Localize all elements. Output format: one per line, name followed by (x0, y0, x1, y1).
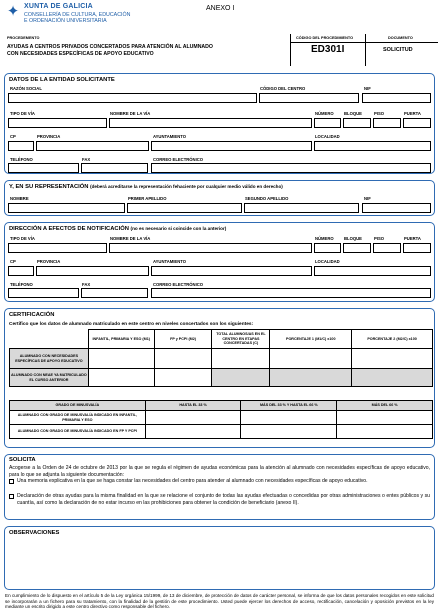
header-divider (290, 42, 438, 43)
n-nombre-via-field[interactable] (109, 243, 312, 253)
n-piso-label: PISO (374, 236, 385, 241)
request-section-title: SOLICITA (9, 457, 36, 463)
row-header: ALUMNADO CON NEAE YA MATRICULADO EL CURSO ANTERIOR (10, 369, 89, 387)
codigo-centro-field[interactable] (259, 93, 359, 103)
nombre-label: NOMBRE (10, 196, 29, 201)
table-cell-input[interactable] (241, 411, 337, 425)
n-telefono-label: TELÉFONO (10, 282, 33, 287)
col-header: MÁS DEL 33 % Y HASTA EL 66 % (241, 401, 337, 411)
table-cell-input[interactable] (270, 349, 352, 369)
col-header: HASTA EL 33 % (145, 401, 241, 411)
n-nombre-via-label: NOMBRE DE LA VÍA (110, 236, 151, 241)
provincia-field[interactable] (36, 141, 149, 151)
col-header: FP y PCPI (M2) (154, 330, 212, 349)
entity-section-title: DATOS DE LA ENTIDAD SOLICITANTE (9, 77, 115, 83)
data-protection-notice: En cumplimiento de lo dispuesto en el artículo 5 de la Ley orgánica 15/1999, de 13 de diciembre, de protección de datos de carácter personal, se informa de que los datos personales recogidos en este solicitud se incorporarán a un fichero para su tratamiento, con la finalidad de la gestión de este procedimiento. Usted puede ejercer los derechos de acceso, rectificación, cancelación y oposición previstos en la ley mediante un escrito dirigido a este centro directivo como responsable del fichero. (5, 593, 434, 610)
razon-social-label: RAZÓN SOCIAL (10, 86, 42, 91)
code-label: CÓDIGO DEL PROCEDIMIENTO (296, 36, 354, 40)
table-cell-input[interactable] (154, 349, 212, 369)
row-header: ALUMNADO CON GRADO DE MINUSVALÍA INDICADO EN FP Y PCPI (10, 425, 146, 439)
nif-field[interactable] (362, 93, 431, 103)
memoria-checkbox[interactable] (9, 479, 14, 484)
primer-apellido-field[interactable] (127, 203, 242, 213)
telefono-label: TELÉFONO (10, 157, 33, 162)
ayuntamiento-label: AYUNTAMIENTO (153, 134, 186, 139)
segundo-apellido-label: SEGUNDO APELLIDO (245, 196, 289, 201)
n-telefono-field[interactable] (8, 288, 79, 298)
table-cell-input[interactable] (241, 425, 337, 439)
table-corner (10, 330, 89, 349)
col-header: TOTAL ALUMNOS/AS EN EL CENTRO EN ETAPAS CONCERTADAS (C) (212, 330, 270, 349)
table-row (10, 425, 433, 439)
n-piso-field[interactable] (373, 243, 401, 253)
n-cp-label: CP (10, 259, 16, 264)
n-provincia-field[interactable] (36, 266, 149, 276)
table-cell-input[interactable] (145, 425, 241, 439)
numero-label: NÚMERO (315, 111, 334, 116)
n-fax-label: FAX (82, 282, 91, 287)
certification-section-title: CERTIFICACIÓN (9, 312, 55, 318)
table-cell-input[interactable] (212, 349, 270, 369)
table-cell-input[interactable] (337, 411, 433, 425)
xunta-logo-icon: ✦ (6, 3, 20, 20)
n-provincia-label: PROVINCIA (37, 259, 61, 264)
localidad-field[interactable] (314, 141, 431, 151)
correo-field[interactable] (151, 163, 431, 173)
table-row (10, 369, 433, 387)
n-cp-field[interactable] (8, 266, 34, 276)
cp-field[interactable] (8, 141, 34, 151)
cp-label: CP (10, 134, 16, 139)
memoria-option-text: Una memoria explicativa en la que se haga constar las necesidades del centro para atender al alumnado con necesidades específicas de apoyo educativo. (17, 478, 368, 484)
rep-nif-field[interactable] (362, 203, 431, 213)
row-header: ALUMNADO CON NECESIDADES ESPECÍFICAS DE APOYO EDUCATIVO (10, 349, 89, 369)
telefono-field[interactable] (8, 163, 79, 173)
ayuntamiento-field[interactable] (151, 141, 312, 151)
table-cell-disabled (212, 369, 270, 387)
row-header: ALUMNADO CON GRADO DE MINUSVALÍA INDICADO EN INFANTIL, PRIMARIA Y ESO (10, 411, 146, 425)
nif-label: NIF (364, 86, 371, 91)
disability-table (9, 400, 433, 439)
fax-field[interactable] (81, 163, 148, 173)
n-localidad-label: LOCALIDAD (315, 259, 340, 264)
provincia-label: PROVINCIA (37, 134, 61, 139)
puerta-field[interactable] (403, 118, 431, 128)
table-cell-disabled (270, 369, 352, 387)
col-header: PORCENTAJE 1 (M1/C) x100 (270, 330, 352, 349)
certification-intro: Certifico que los datos de alumnado matriculado en este centro en niveles concertados son los siguientes: (9, 322, 254, 327)
n-bloque-label: BLOQUE (344, 236, 362, 241)
n-puerta-field[interactable] (403, 243, 431, 253)
n-ayuntamiento-label: AYUNTAMIENTO (153, 259, 186, 264)
piso-label: PISO (374, 111, 385, 116)
table-row (10, 411, 433, 425)
procedure-label: PROCEDEMENTO (7, 36, 40, 40)
fax-label: FAX (82, 157, 91, 162)
n-puerta-label: PUERTA (404, 236, 421, 241)
procedure-title: AYUDAS A CENTROS PRIVADOS CONCERTADOS PARA ATENCIÓN AL ALUMNADO CON NECESIDADES ESPECÍFICAS DE APOYO EDUCATIVO (7, 44, 213, 57)
bloque-field[interactable] (343, 118, 371, 128)
n-bloque-field[interactable] (343, 243, 371, 253)
n-localidad-field[interactable] (314, 266, 431, 276)
annex-label: ANEXO I (206, 5, 235, 12)
observations-section-title: OBSERVACIONES (9, 530, 60, 536)
observations-section[interactable] (4, 526, 435, 590)
table-row (10, 349, 433, 369)
col-header: PORCENTAJE 2 (M2/C) x100 (352, 330, 433, 349)
nombre-via-label: NOMBRE DE LA VÍA (110, 111, 151, 116)
n-numero-label: NÚMERO (315, 236, 334, 241)
table-cell-disabled (352, 369, 433, 387)
document-label: DOCUMENTO (388, 36, 413, 40)
codigo-centro-label: CÓDIGO DEL CENTRO (260, 86, 306, 91)
n-tipo-via-label: TIPO DE VÍA (10, 236, 35, 241)
numero-field[interactable] (314, 118, 341, 128)
col-header: MÁS DEL 66 % (337, 401, 433, 411)
razon-social-field[interactable] (8, 93, 257, 103)
n-correo-label: CORREO ELECTRÓNICO (153, 282, 204, 287)
correo-label: CORREO ELECTRÓNICO (153, 157, 204, 162)
n-fax-field[interactable] (81, 288, 148, 298)
segundo-apellido-field[interactable] (244, 203, 359, 213)
n-correo-field[interactable] (151, 288, 431, 298)
table-cell-input[interactable] (337, 425, 433, 439)
n-ayuntamiento-field[interactable] (151, 266, 312, 276)
request-section (4, 454, 435, 520)
rep-nif-label: NIF (364, 196, 371, 201)
puerta-label: PUERTA (404, 111, 421, 116)
representative-section-title: Y, EN SU REPRESENTACIÓN (deberá acreditarse la representación fehaciente por cualquier medio válido en derecho) (9, 184, 283, 190)
col-header: INFANTIL, PRIMARIA Y ESO (M1) (88, 330, 154, 349)
table-cell-input[interactable] (88, 349, 154, 369)
n-tipo-via-field[interactable] (8, 243, 107, 253)
notification-section-title: DIRECCIÓN A EFECTOS DE NOTIFICACIÓN (no es necesario si coincide con la anterior) (9, 226, 227, 232)
tipo-via-label: TIPO DE VÍA (10, 111, 35, 116)
declaracion-checkbox[interactable] (9, 494, 14, 499)
org-line-2: E ORDENACIÓN UNIVERSITARIA (24, 18, 107, 24)
col-header: GRADO DE MINUSVALÍA (10, 401, 146, 411)
bloque-label: BLOQUE (344, 111, 362, 116)
document-type: SOLICITUD (383, 47, 413, 53)
org-line-1: CONSELLERÍA DE CULTURA, EDUCACIÓN (24, 12, 131, 18)
table-cell-input[interactable] (145, 411, 241, 425)
students-table (9, 329, 433, 387)
primer-apellido-label: PRIMER APELLIDO (128, 196, 167, 201)
nombre-via-field[interactable] (109, 118, 312, 128)
table-cell-input[interactable] (154, 369, 212, 387)
request-text: Acogerse a la Orden de 24 de octubre de 2013 por la que se regula el régimen de ayudas económicas para la atención al alumnado con necesidades específicas de apoyo educativo, para lo que se adjunta la siguiente documentación: (9, 465, 430, 478)
localidad-label: LOCALIDAD (315, 134, 340, 139)
procedure-code: ED301I (311, 44, 345, 55)
tipo-via-field[interactable] (8, 118, 107, 128)
table-cell-input[interactable] (352, 349, 433, 369)
piso-field[interactable] (373, 118, 401, 128)
declaracion-option-text: Declaración de otras ayudas para la misma finalidad en la que se relacione el conjunto de todas las ayudas efectuadas o concedidas por otras administraciones o entes públicos y su cuantía, así como la declaración de no estar incurso en las prohibiciones para obtener la condición de beneficiario (anexo II). (17, 493, 430, 506)
header-divider (365, 34, 366, 66)
table-cell-input[interactable] (88, 369, 154, 387)
org-name: XUNTA DE GALICIA (24, 3, 93, 10)
n-numero-field[interactable] (314, 243, 341, 253)
nombre-field[interactable] (8, 203, 125, 213)
header-divider (290, 34, 291, 66)
